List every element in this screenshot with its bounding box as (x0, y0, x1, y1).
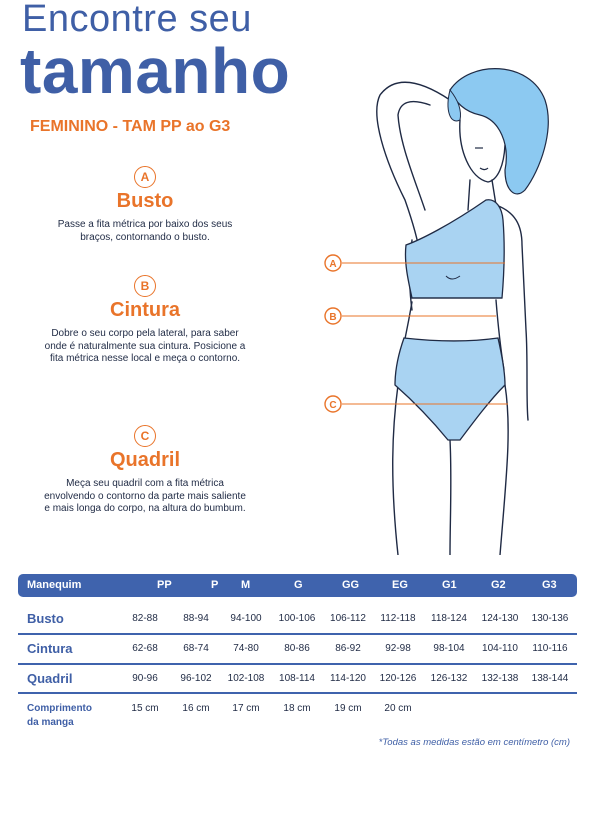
row-divider (18, 663, 577, 665)
table-cell: 112-118 (380, 613, 416, 624)
table-cell: 20 cm (384, 703, 412, 714)
table-cell: 62-68 (132, 643, 158, 654)
row-label-quadril: Quadril (27, 671, 73, 686)
manga-label-line1: Comprimento (27, 703, 92, 714)
table-cell: 98-104 (433, 643, 465, 654)
size-table-header (18, 574, 577, 597)
badge-c: C (134, 425, 156, 447)
measure-cintura (40, 275, 250, 366)
title-light: Encontre seu (22, 0, 252, 40)
header-size-g: G (294, 579, 303, 591)
measure-name-quadril: Quadril (109, 449, 180, 471)
header-size-g1: G1 (442, 579, 457, 591)
measure-name-cintura: Cintura (110, 299, 180, 321)
table-cell: 92-98 (385, 643, 411, 654)
marker-c-label: C (329, 400, 337, 411)
row-label-busto: Busto (27, 611, 64, 626)
header-manequim: Manequim (27, 579, 82, 591)
manga-label-line2: da manga (27, 716, 74, 728)
table-cell: 94-100 (230, 613, 262, 624)
table-cell: 126-132 (430, 673, 468, 684)
header-size-eg: EG (392, 579, 408, 591)
table-cell: 132-138 (481, 673, 519, 684)
table-cell: 15 cm (131, 703, 159, 714)
footnote: *Todas as medidas estão em centímetro (cm) (378, 737, 570, 748)
badge-a: A (134, 166, 156, 188)
table-cell: 96-102 (180, 673, 212, 684)
table-cell: 138-144 (531, 673, 569, 684)
table-cell: 18 cm (283, 703, 311, 714)
header-size-p: P (211, 579, 219, 591)
woman-figure-illustration (300, 40, 600, 555)
measure-desc-cintura: Dobre o seu corpo pela lateral, para saber onde é naturalmente sua cintura. Posicione a fita métrica nesse local e meça o contorno. (44, 328, 246, 364)
badge-b: B (134, 275, 156, 297)
measure-desc-busto: Passe a fita métrica por baixo dos seus braços, contornando o busto. (57, 219, 233, 243)
table-cell: 120-126 (379, 673, 417, 684)
row-label-manga (27, 702, 92, 729)
marker-b-label: B (329, 312, 337, 323)
table-cell: 106-112 (330, 613, 366, 624)
table-cell: 86-92 (335, 643, 361, 654)
table-cell: 82-88 (132, 613, 158, 624)
marker-a-label: A (329, 259, 337, 270)
row-label-cintura: Cintura (27, 641, 73, 656)
header-size-gg: GG (342, 579, 360, 591)
header-size-pp: PP (157, 579, 172, 591)
header-size-g2: G2 (491, 579, 506, 591)
marker-b (325, 308, 341, 324)
marker-a (325, 255, 341, 271)
marker-c (325, 396, 341, 412)
table-cell: 19 cm (334, 703, 362, 714)
table-cell: 74-80 (233, 643, 259, 654)
header-size-g3: G3 (542, 579, 557, 591)
table-cell: 124-130 (481, 613, 519, 624)
table-cell: 100-106 (278, 613, 316, 624)
measure-desc-quadril: Meça seu quadril com a fita métrica envolvendo o contorno da parte mais saliente e mais longa do corpo, na altura do bumbum. (44, 478, 246, 514)
table-cell: 88-94 (183, 613, 209, 624)
title-bold: tamanho (20, 35, 291, 107)
measure-busto (40, 166, 250, 244)
table-cell: 104-110 (482, 643, 518, 654)
table-cell: 17 cm (232, 703, 260, 714)
header-size-m: M (241, 579, 251, 591)
measure-quadril (40, 425, 250, 516)
table-cell: 80-86 (284, 643, 310, 654)
subtitle: FEMININO - TAM PP ao G3 (30, 118, 231, 135)
table-cell: 114-120 (330, 673, 366, 684)
row-divider (18, 692, 577, 694)
table-cell: 108-114 (279, 673, 315, 684)
table-cell: 118-124 (431, 613, 467, 624)
table-cell: 110-116 (532, 643, 568, 654)
table-cell: 68-74 (183, 643, 209, 654)
table-cell: 130-136 (531, 613, 569, 624)
row-divider (18, 633, 577, 635)
table-cell: 102-108 (227, 673, 265, 684)
table-cell: 90-96 (132, 673, 158, 684)
measure-name-busto: Busto (116, 190, 174, 212)
table-cell: 16 cm (182, 703, 210, 714)
